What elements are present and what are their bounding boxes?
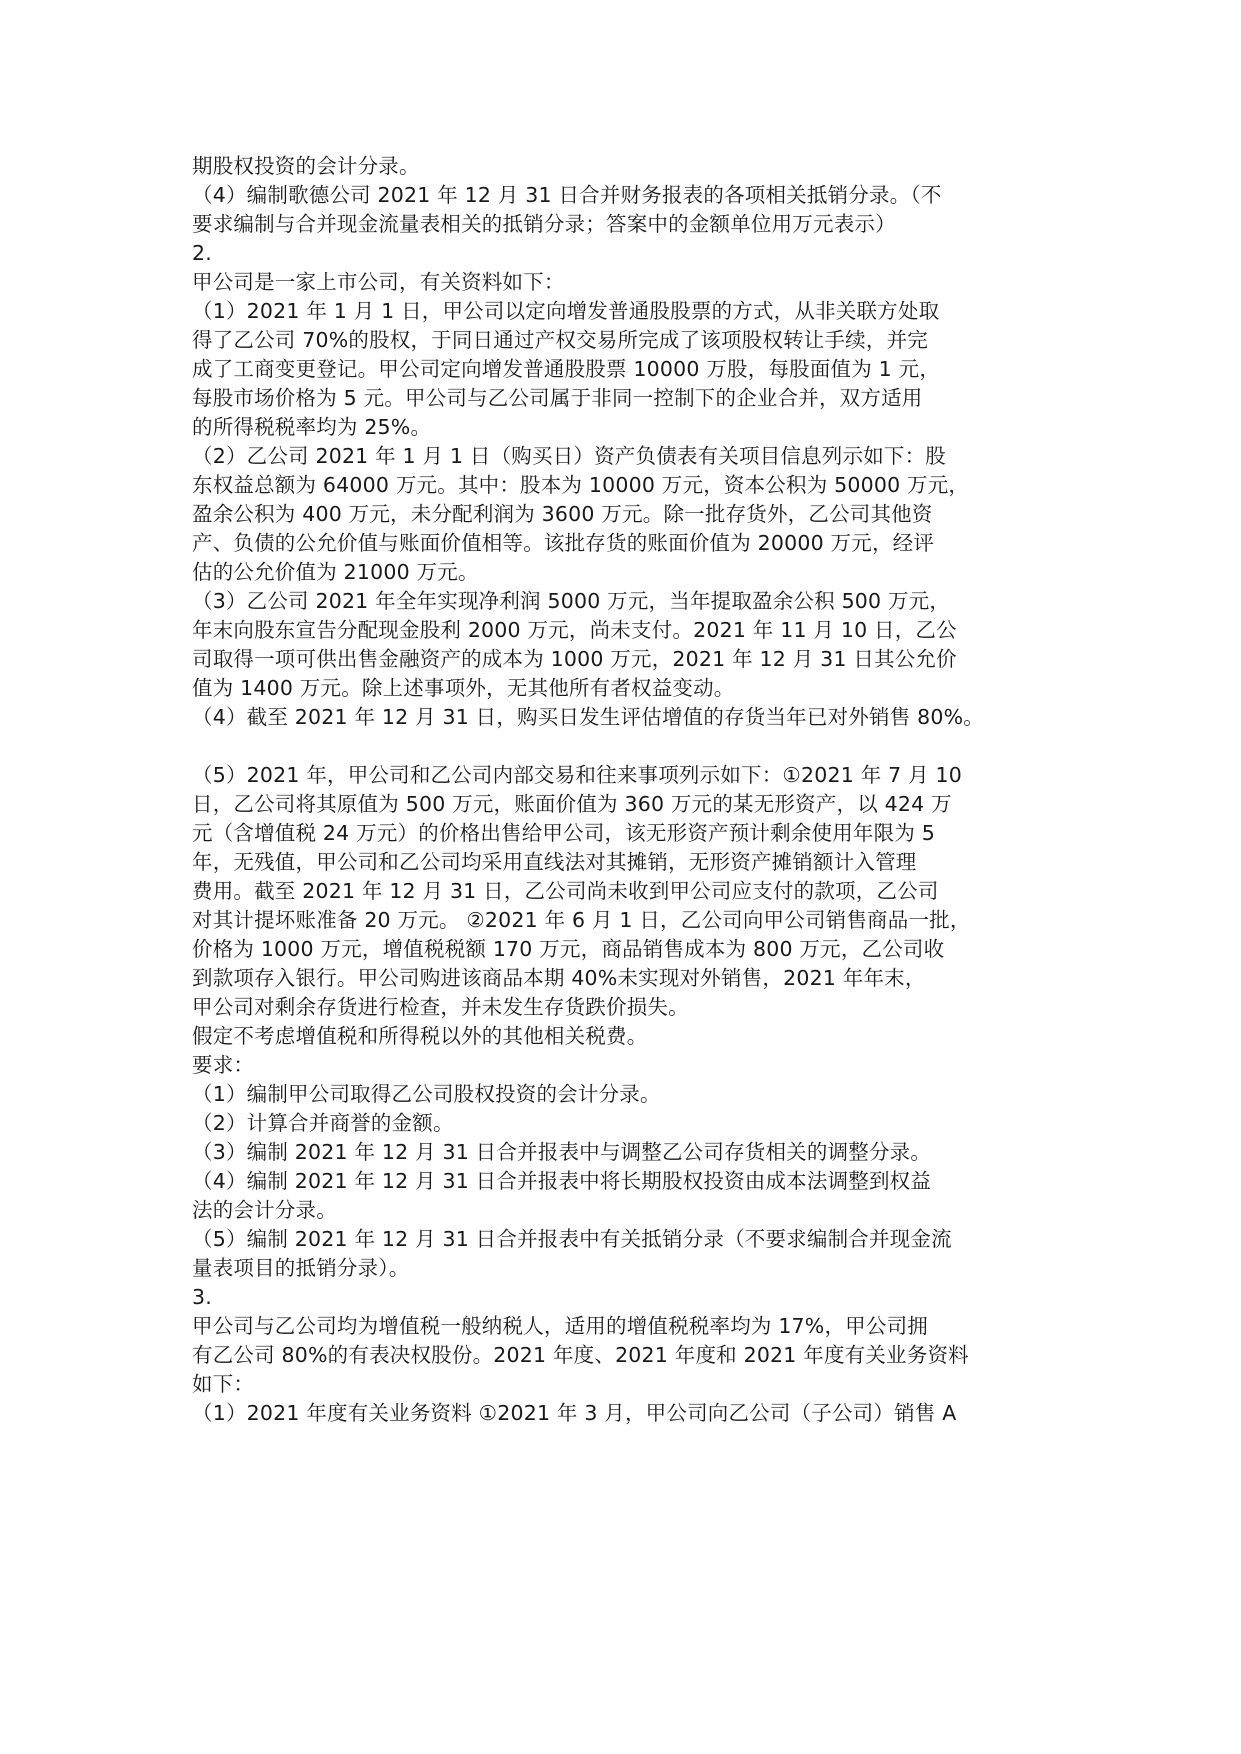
text-line: （2）乙公司 2021 年 1 月 1 日（购买日）资产负债表有关项目信息列示如下：股 [192, 444, 946, 468]
text-line: 2. [192, 241, 212, 265]
text-line: 量表项目的抵销分录）。 [192, 1256, 410, 1280]
text-line: （1）2021 年 1 月 1 日，甲公司以定向增发普通股股票的方式，从非关联方处取 [192, 299, 940, 323]
text-line: 到款项存入银行。甲公司购进该商品本期 40%未实现对外销售，2021 年年末， [192, 966, 926, 990]
text-line: 费用。截至 2021 年 12 月 31 日，乙公司尚未收到甲公司应支付的款项，乙公司 [192, 879, 939, 903]
text-line: 甲公司与乙公司均为增值税一般纳税人，适用的增值税税率均为 17%，甲公司拥 [192, 1314, 928, 1338]
text-line: 产、负债的公允价值与账面价值相等。该批存货的账面价值为 20000 万元，经评 [192, 531, 935, 555]
text-line: 要求： [192, 1053, 255, 1077]
text-line: 东权益总额为 64000 万元。其中：股本为 10000 万元，资本公积为 50000 万元， [192, 473, 970, 497]
text-line: （3）编制 2021 年 12 月 31 日合并报表中与调整乙公司存货相关的调整分录。 [192, 1140, 932, 1164]
text-line: 要求编制与合并现金流量表相关的抵销分录；答案中的金额单位用万元表示） [192, 212, 896, 236]
text-line: 元（含增值税 24 万元）的价格出售给甲公司，该无形资产预计剩余使用年限为 5 [192, 821, 935, 845]
text-line: 年，无残值，甲公司和乙公司均采用直线法对其摊销，无形资产摊销额计入管理 [192, 850, 917, 874]
text-line: （1）编制甲公司取得乙公司股权投资的会计分录。 [192, 1082, 661, 1106]
document-body [192, 152, 1057, 1428]
text-line: （5）编制 2021 年 12 月 31 日合并报表中有关抵销分录（不要求编制合并现金流 [192, 1227, 952, 1251]
text-line: （4）编制歌德公司 2021 年 12 月 31 日合并财务报表的各项相关抵销分录。（不 [192, 183, 942, 207]
text-line: 甲公司是一家上市公司，有关资料如下： [192, 270, 565, 294]
text-line: 值为 1400 万元。除上述事项外，无其他所有者权益变动。 [192, 676, 735, 700]
text-line: 价格为 1000 万元，增值税税额 170 万元，商品销售成本为 800 万元，乙公司收 [192, 937, 945, 961]
text-line: 估的公允价值为 21000 万元。 [192, 560, 479, 584]
text-line: （4）截至 2021 年 12 月 31 日，购买日发生评估增值的存货当年已对外销售 80%。 [192, 705, 984, 729]
text-line: 如下： [192, 1372, 255, 1396]
text-line: 甲公司对剩余存货进行检查，并未发生存货跌价损失。 [192, 995, 689, 1019]
text-line: 假定不考虑增值税和所得税以外的其他相关税费。 [192, 1024, 648, 1048]
text-line: 对其计提坏账准备 20 万元。 ②2021 年 6 月 1 日，乙公司向甲公司销售商品一批， [192, 908, 971, 932]
text-line: 盈余公积为 400 万元，未分配利润为 3600 万元。除一批存货外，乙公司其他资 [192, 502, 933, 526]
text-line: 成了工商变更登记。甲公司定向增发普通股股票 10000 万股，每股面值为 1 元， [192, 357, 941, 381]
text-line: （3）乙公司 2021 年全年实现净利润 5000 万元，当年提取盈余公积 500 万元， [192, 589, 951, 613]
text-line: （4）编制 2021 年 12 月 31 日合并报表中将长期股权投资由成本法调整到权益 [192, 1169, 932, 1193]
text-line: 的所得税税率均为 25%。 [192, 415, 432, 439]
text-line: 期股权投资的会计分录。 [192, 154, 420, 178]
text-line: 每股市场价格为 5 元。甲公司与乙公司属于非同一控制下的企业合并，双方适用 [192, 386, 923, 410]
text-line: （1）2021 年度有关业务资料 ①2021 年 3 月，甲公司向乙公司（子公司）销售 A [192, 1401, 957, 1425]
text-line: 年末向股东宣告分配现金股利 2000 万元，尚未支付。2021 年 11 月 10 日，乙公 [192, 618, 957, 642]
text-line: （2）计算合并商誉的金额。 [192, 1111, 454, 1135]
text-line: 法的会计分录。 [192, 1198, 337, 1222]
text-line: 司取得一项可供出售金融资产的成本为 1000 万元，2021 年 12 月 31 日其公允价 [192, 647, 957, 671]
text-line: （5）2021 年，甲公司和乙公司内部交易和往来事项列示如下：①2021 年 7 月 10 [192, 763, 962, 787]
text-line: 有乙公司 80%的有表决权股份。2021 年度、2021 年度和 2021 年度有关业务资料 [192, 1343, 969, 1367]
text-line: 得了乙公司 70%的股权，于同日通过产权交易所完成了该项股权转让手续，并完 [192, 328, 928, 352]
blank-line [192, 732, 1057, 761]
text-line: 日，乙公司将其原值为 500 万元，账面价值为 360 万元的某无形资产，以 424 万 [192, 792, 952, 816]
text-line: 3. [192, 1285, 212, 1309]
